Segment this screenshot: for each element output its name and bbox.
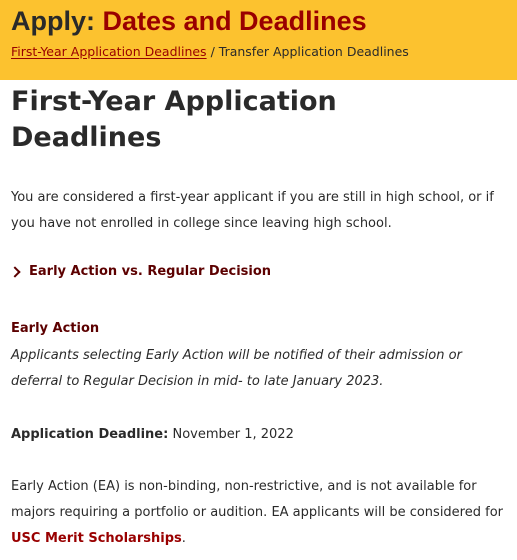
banner-title-accent: Dates and Deadlines [102, 6, 367, 36]
deadline-value: November 1, 2022 [172, 427, 294, 442]
ea-description-trailing: . [181, 531, 186, 546]
early-action-description [11, 474, 511, 552]
chevron-right-icon [9, 266, 20, 277]
banner-title-prefix: Apply: [11, 6, 95, 36]
breadcrumb-transfer-link[interactable]: Transfer Application Deadlines [218, 44, 409, 59]
usc-merit-scholarships-link[interactable]: USC Merit Scholarships [11, 531, 182, 546]
ea-description-text: Early Action (EA) is non-binding, non-restrictive, and is not available for majors requiring a portfolio or audition. EA applicants will be considered for [11, 479, 504, 520]
early-action-vs-regular-decision-toggle[interactable] [11, 264, 271, 279]
breadcrumb-separator: / [210, 44, 215, 59]
accordion-label: Early Action vs. Regular Decision [29, 264, 272, 279]
early-action-notification-text: Applicants selecting Early Action will be notified of their admission or deferral to Regular Decision in mid- to late January 2023. [11, 348, 462, 389]
page-banner [0, 0, 517, 80]
page-title: First-Year Application Deadlines [11, 86, 337, 153]
banner-title [11, 5, 367, 37]
breadcrumb-first-year-link[interactable]: First-Year Application Deadlines [11, 44, 207, 59]
intro-paragraph: You are considered a first-year applicant if you are still in high school, or if you have not enrolled in college since leaving high school. [11, 190, 494, 231]
early-action-heading: Early Action [11, 321, 100, 336]
breadcrumb [11, 43, 409, 61]
deadline-label: Application Deadline: [11, 427, 169, 442]
application-deadline [11, 422, 294, 448]
